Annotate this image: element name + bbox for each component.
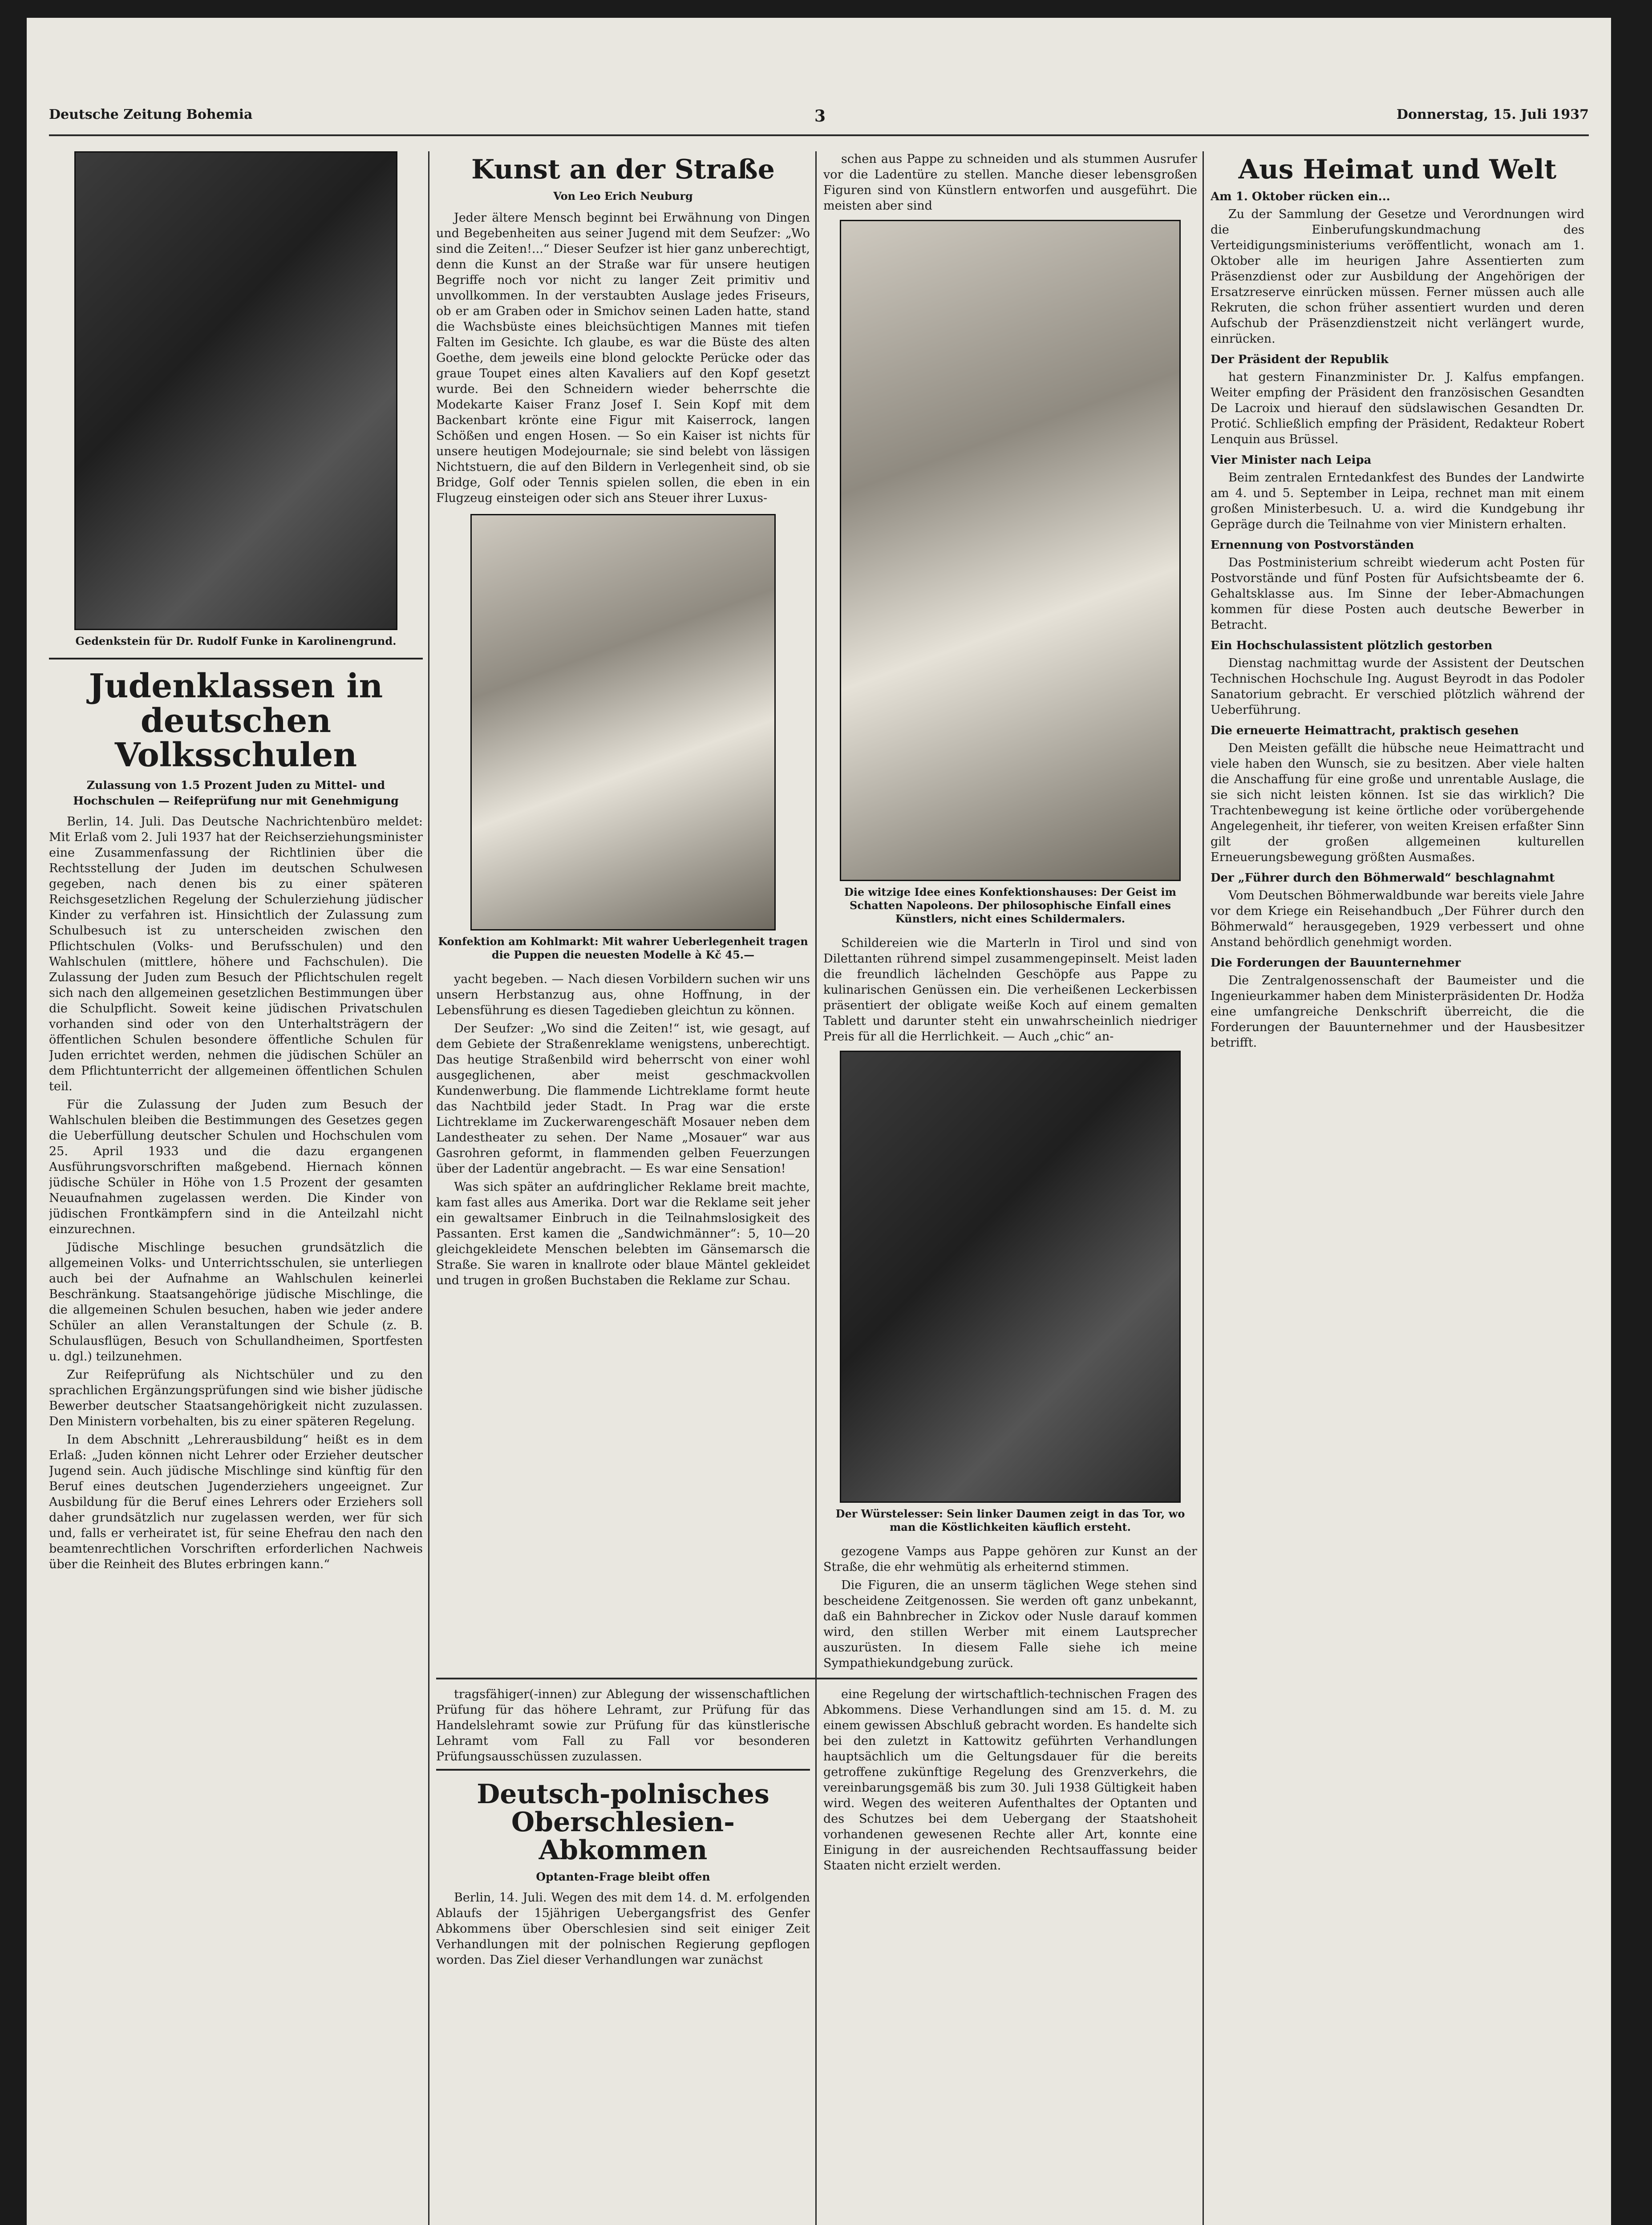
article-subheadline: Optanten-Frage bleibt offen [536,1870,710,1883]
news-item-head: Der „Führer durch den Böhmerwald“ beschlagnahmt [1211,871,1555,885]
article-paragraph: Jeder ältere Mensch beginnt bei Erwähnung von Dingen und Begebenheiten aus seiner Jugend mit dem Seufzer: „Wo sind die Zeiten!...“ Dieser Seufzer ist hier ganz unberechtigt, denn die Kunst an der Straße war für unsere heutigen Begriffe noch vor nicht zu langer Zeit primitiv und unvollkommen. In der verstaubten Auslage jedes Friseurs, ob er am Graben oder in Smichov seinen Laden hatte, stand die Wachsbüste eines bleichsüchtigen Mannes mit tiefen Falten im Gesichte. Ich glaube, es war die Büste des alten Goethe, dem jeweils eine blond gelockte Perücke oder das graue Toupet eines alten Kavaliers auf den Kopf gesetzt wurde. Bei den Schneidern wieder beherrschte die Modekarte Kaiser Franz Josef I. Sein Kopf mit dem Backenbart krönte eine Figur mit Kaiserrock, langen Schößen und engen Hosen. — So ein Kaiser ist nichts für unsere heutigen Modejournale; sie sind belebt von lässigen Nichtstuern, die auf den Bildern in Verlegenheit sind, ob sie Bridge, Golf oder Tennis spielen sollen, die eben in ein Flugzeug einsteigen oder sich ans Steuer ihrer Luxus- [436,211,810,505]
napoleon-figure-photo [840,220,1181,881]
news-item-text: Den Meisten gefällt die hübsche neue Heimattracht und viele haben den Wunsch, sie zu besitzen. Aber viele halten die Anschaffung für eine große und unrentable Auslage, die sie sich nicht leisten können. Ist sie das wirklich? Die Trachtenbewegung ist keine örtliche oder vorübergehende Angelegenheit, ihr tieferer, von weiten Kreisen erfaßter Sinn gilt der großen allgemeinen kulturellen Erneuerungsbewegung größten Ausmaßes. [1211,741,1584,864]
article-headline: Kunst an der Straße [471,154,775,185]
section-headline: Aus Heimat und Welt [1238,154,1557,185]
bottom-column-2 [436,1687,810,2225]
masthead-name: Deutsche Zeitung Bohemia [49,107,253,122]
news-item-head: Am 1. Oktober rücken ein... [1211,190,1390,203]
article-paragraph: schen aus Pappe zu schneiden und als stummen Ausrufer vor die Ladentüre zu stellen. Manche dieser lebensgroßen Figuren sind von Künstlern entworfen und ausgeführt. Die meisten aber sind [823,152,1197,213]
column-rule [1203,151,1204,2225]
news-item-head: Die Forderungen der Bauunternehmer [1211,956,1461,970]
news-item-head: Vier Minister nach Leipa [1211,453,1372,467]
column-rule [815,151,817,2225]
article-paragraph: Berlin, 14. Juli. Das Deutsche Nachrichtenbüro meldet: Mit Erlaß vom 2. Juli 1937 hat der Reichserziehungsminister eine Zusammenfassung der Richtlinien über die Rechtsstellung der Juden im deutschen Schulwesen gegeben, nach denen bis zu einer späteren Reichsgesetzlichen Regelung der Schulerziehung jüdischer Kinder zu verfahren ist. Hinsichtlich der Zulassung zum Schulbesuch ist zu unterscheiden zwischen den Pflichtschulen (Volks- und Berufsschulen) und den Wahlschulen (mittlere, höhere und Fachschulen). Die Zulassung der Juden zum Besuch der Pflichtschulen regelt sich nach den allgemeinen gesetzlichen Bestimmungen über die Schulpflicht. Soweit keine jüdischen Privatschulen vorhanden sind oder von den Unterhaltsträgern der öffentlichen Schulen besondere öffentliche Schulen für Juden errichtet werden, nehmen die jüdischen Schüler an dem Pflichtunterricht der allgemeinen öffentlichen Schulen teil. [49,815,423,1094]
newspaper-page [27,18,1611,2225]
article-paragraph: tragsfähiger(-innen) zur Ablegung der wissenschaftlichen Prüfung für das höhere Lehramt, zur Prüfung für das Handelslehramt sowie zur Prüfung für das künstlerische Lehramt vom Fall zu Fall vor besonderen Prüfungsausschüssen zuzulassen. [436,1687,810,1764]
article-paragraph: Der Seufzer: „Wo sind die Zeiten!“ ist, wie gesagt, auf dem Gebiete der Straßenreklame wenigstens, unberechtigt. Das heutige Straßenbild wird beherrscht von einer wohl ausgeglichenen, aber meist geschmackvollen Kundenwerbung. Die flammende Lichtreklame formt heute das Nachtbild jeder Stadt. In Prag war die erste Lichtreklame im Zuckerwarengeschäft Mosauer neben dem Landestheater zu sehen. Der Name „Mosauer“ war aus Gasrohren geformt, in flammenden gelben Feuerzungen über der Ladentür angebracht. — Es war eine Sensation! [436,1022,810,1176]
photo-caption: Der Würstelesser: Sein linker Daumen zeigt in das Tor, wo man die Köstlichkeiten käuflich ersteht. [835,1507,1185,1533]
news-item-head: Die erneuerte Heimattracht, praktisch gesehen [1211,724,1519,737]
bottom-column-3 [823,1687,1197,2225]
article-paragraph: In dem Abschnitt „Lehrerausbildung“ heißt es in dem Erlaß: „Juden können nicht Lehrer oder Erzieher deutscher Jugend sein. Auch jüdische Mischlinge sind künftig für den Beruf eines deutschen Jugenderziehers ungeeignet. Zur Ausbildung für die Beruf eines Lehrers oder Erziehers soll daher grundsätzlich nur zugelassen werden, wer für sich und, falls er verheiratet ist, für seine Ehefrau den nach den beamtenrechtlichen Vorschriften erforderlichen Nachweis über die Reinheit des Blutes erbringen kann.“ [49,1433,423,1572]
news-item-text: Die Zentralgenossenschaft der Baumeister und die Ingenieurkammer haben dem Ministerpräsidenten Dr. Hodža eine umfangreiche Denkschrift überreicht, die die Forderungen der Bauunternehmer und der Hausbesitzer betrifft. [1211,974,1584,1050]
news-item-head: Ein Hochschulassistent plötzlich gestorben [1211,639,1493,652]
news-item-text: Zu der Sammlung der Gesetze und Verordnungen wird die Einberufungskundmachung des Verteidigungsministeriums veröffentlicht, wonach am 1. Oktober alle im heurigen Jahre Assentierten zum Präsenzdienst oder zur Ausbildung der Angehörigen der Ersatzreserve einrücken müssen. Ferner müssen auch alle Rekruten, die schon früher assentiert wurden und deren Aufschub der Präsenzdienstzeit nicht verlängert wurde, einrücken. [1211,207,1584,346]
article-byline: Von Leo Erich Neuburg [553,190,693,202]
news-item-text: Vom Deutschen Böhmerwaldbunde war bereits viele Jahre vor dem Kriege ein Reisehandbuch „Der Führer durch den Böhmerwald“ herausgegeben, 1929 verbessert und ohne Anstand behördlich genehmigt worden. [1211,889,1584,949]
news-item-head: Der Präsident der Republik [1211,353,1389,366]
photo-caption: Die witzige Idee eines Konfektionshauses: Der Geist im Schatten Napoleons. Der philosophische Einfall eines Künstlers, nicht eines Schildermalers. [844,886,1176,925]
news-item-text: Dienstag nachmittag wurde der Assistent der Deutschen Technischen Hochschule Ing. August Beyrodt in das Podoler Sanatorium gebracht. Er verschied plötzlich während der Ueberführung. [1211,656,1584,717]
column-rule [428,151,429,2225]
fashion-window-photo [470,514,776,930]
memorial-stone-photo [74,151,397,630]
article-paragraph: Die Figuren, die an unserm täglichen Wege stehen sind bescheidene Zeitgenossen. Sie werden oft ganz unbekannt, daß ein Bahnbrecher in Zickov oder Nusle darauf kommen wird, den stillen Werber mit einem Lautsprecher auszurüsten. In diesem Falle siehe ich meine Sympathiekundgebung zurück. [823,1578,1197,1670]
news-item-text: Beim zentralen Erntedankfest des Bundes der Landwirte am 4. und 5. September in Leipa, rechnet man mit einem großen Ministerbesuch. U. a. wird die Kundgebung ihr Gepräge durch die Teilnahme von vier Ministern erhalten. [1211,471,1584,531]
news-item-head: Ernennung von Postvorständen [1211,538,1414,552]
photo-caption: Konfektion am Kohlmarkt: Mit wahrer Ueberlegenheit tragen die Puppen die neuesten Modelle à Kč 45.— [438,935,808,961]
article-paragraph: Jüdische Mischlinge besuchen grundsätzlich die allgemeinen Volks- und Unterrichtsschulen, sie unterliegen auch bei der Aufnahme an Wahlschulen keinerlei Beschränkung. Staatsangehörige jüdische Mischlinge, die die allgemeinen Schulen besuchen, haben wie jeder andere Schüler an allen Veranstaltungen der Schule (z. B. Schulausflügen, Besuch von Schullandheimen, Sportfesten u. dgl.) teilzunehmen. [49,1241,423,1364]
article-paragraph: Berlin, 14. Juli. Wegen des mit dem 14. d. M. erfolgenden Ablaufs der 15jährigen Uebergangsfrist des Genfer Abkommens über Oberschlesien sind seit einiger Zeit Verhandlungen mit der polnischen Regierung gepflogen worden. Das Ziel dieser Verhandlungen war zunächst [436,1891,810,1967]
article-headline: Deutsch-polnisches Oberschlesien-Abkommen [477,1779,769,1866]
article-paragraph: gezogene Vamps aus Pappe gehören zur Kunst an der Straße, die ehr wehmütig als erheiternd stimmen. [823,1545,1197,1574]
article-paragraph: Für die Zulassung der Juden zum Besuch der Wahlschulen bleiben die Bestimmungen des Gesetzes gegen die Ueberfüllung deutscher Schulen und Hochschulen vom 25. April 1933 und die dazu ergangenen Ausführungsvorschriften maßgebend. Hiernach können jüdische Schüler in Höhe von 1.5 Prozent der gesamten Neuaufnahmen zugelassen werden. Die Kinder von jüdischen Frontkämpfern sind in die Anteilzahl nicht einzurechnen. [49,1098,423,1237]
page-number: 3 [814,107,826,125]
article-paragraph: Zur Reifeprüfung als Nichtschüler und zu den sprachlichen Ergänzungsprüfungen sind wie bisher jüdische Bewerber deutscher Staatsangehörigkeit nicht zuzulassen. Den Ministern vorbehalten, bis zu einer späteren Regelung. [49,1368,423,1429]
article-judenklassen [49,658,423,1572]
issue-date: Donnerstag, 15. Juli 1937 [1397,107,1589,122]
header-rule [49,134,1589,136]
article-paragraph: yacht begeben. — Nach diesen Vorbildern suchen wir uns unsern Herbstanzug aus, ohne Hoffnung, in der Lebensführung es diesen Tagedieben gleichtun zu können. [436,972,810,1017]
sausage-eater-figure-photo [840,1051,1181,1503]
news-item-text: Das Postministerium schreibt wiederum acht Posten für Postvorstände und fünf Posten für Aufsichtsbeamte der 6. Gehaltsklasse aus. Im Sinne der Ieber-Abmachungen kommen für diese Posten auch deutsche Bewerber in Betracht. [1211,556,1584,632]
article-headline: Judenklassen in deutschen Volksschulen [89,667,383,775]
article-paragraph: eine Regelung der wirtschaftlich-technischen Fragen des Abkommens. Diese Verhandlungen sind am 15. d. M. zu einem gewissen Abschluß gebracht worden. Es handelte sich bei den zuletzt in Kattowitz geführten Verhandlungen hauptsächlich um die Geltungsdauer für die bereits getroffene zukünftige Regelung des Grenzverkehrs, die vereinbarungsgemäß bis zum 30. Juli 1938 Gültigkeit haben wird. Wegen des weiteren Aufenthaltes der Optanten und des Schutzes bei dem Uebergang der Staatshoheit vorhandenen gewesenen Rechte aller Art, konnte eine Einigung in der ausreichenden Rechtsauffassung beider Staaten nicht erzielt werden. [823,1687,1197,1873]
column-1 [49,151,423,2225]
article-paragraph: Was sich später an aufdringlicher Reklame breit machte, kam fast alles aus Amerika. Dort war die Reklame seit jeher ein gewaltsamer Einbruch in die Teilnahmslosigkeit des Passanten. Erst kamen die „Sandwichmänner“: 5, 10—20 gleichgekleidete Menschen belebten im Gänsemarsch die Straße. Sie waren in knallrote oder blaue Mäntel gekleidet und trugen in großen Buchstaben die Reklame zur Schau. [436,1180,810,1287]
article-paragraph: Schildereien wie die Marterln in Tirol und sind von Dilettanten rührend simpel zusammengepinselt. Meist laden die freundlich lächelnden Geschöpfe aus Pappe zu kulinarischen Genüssen ein. Die verheißenen Leckerbissen präsentiert der obligate weiße Koch auf einem gemalten Tablett und darunter steht ein unwahrscheinlich niedriger Preis für all die Herrlichkeit. — Auch „chic“ an- [823,936,1197,1044]
news-item-text: hat gestern Finanzminister Dr. J. Kalfus empfangen. Weiter empfing der Präsident den französischen Gesandten De Lacroix und hierauf den südslawischen Gesandten Dr. Protić. Schließlich empfing der Präsident, Redakteur Robert Lenquin aus Brüssel. [1211,370,1584,446]
column-4 [1211,151,1584,2225]
article-oberschlesien [436,1769,810,1968]
column-3 [823,151,1197,1673]
article-subheadline: Zulassung von 1.5 Prozent Juden zu Mittel- und Hochschulen — Reifeprüfung nur mit Genehmigung [73,779,399,808]
section-rule [436,1678,1197,1679]
column-2 [436,151,810,1673]
running-header [49,107,1589,134]
photo-caption: Gedenkstein für Dr. Rudolf Funke in Karolinengrund. [75,635,397,647]
